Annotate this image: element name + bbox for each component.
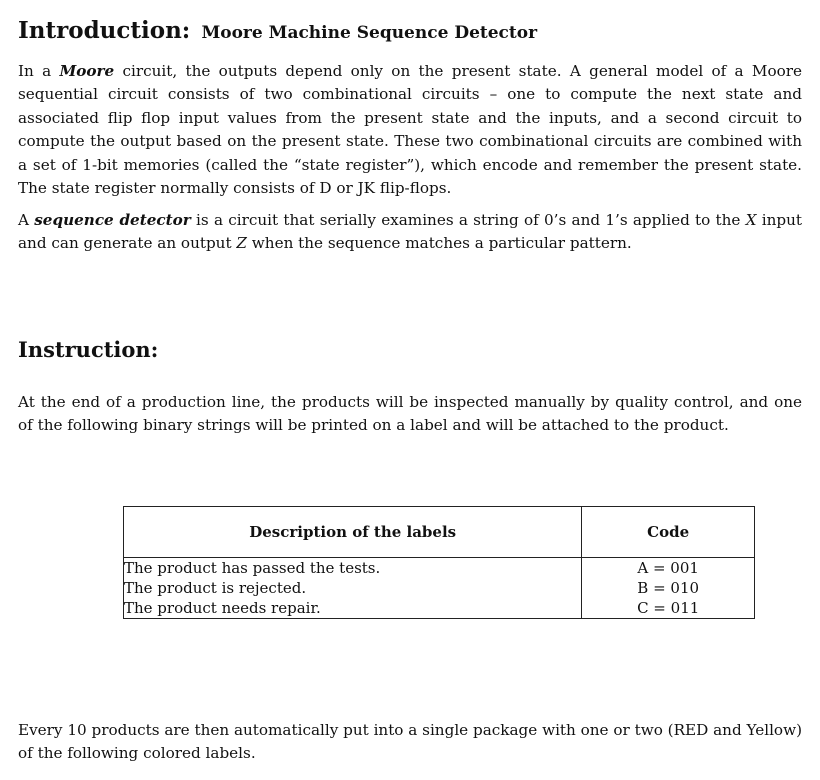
labels-table xyxy=(123,506,755,619)
intro-heading-main: Introduction: xyxy=(18,17,191,44)
intro-paragraph-moore: In a Moore circuit, the outputs depend only on the present state. A general model of a Moore sequential circuit consists of two combinational circuits – one to compute the next state and associated flip flop input values from the present state and the inputs, and a second circuit to compute the output based on the present state. These two combinational circuits are combined with a set of 1-bit memories (called the “state register”), which encode and remember the present state. The state register normally consists of D or JK flip-flops. xyxy=(18,62,802,198)
code-a: A = 001 xyxy=(637,559,699,577)
column-header-code: Code xyxy=(582,507,755,558)
description-repair: The product needs repair. xyxy=(124,599,321,617)
column-header-description: Description of the labels xyxy=(124,507,582,558)
code-c: C = 011 xyxy=(637,599,700,617)
instruction-paragraph-package: Every 10 products are then automatically put into a single package with one or two (RED and Yellow) of the following colored labels. xyxy=(18,721,802,763)
intro-heading xyxy=(18,8,537,46)
moore-term: Moore xyxy=(59,62,115,80)
table-row xyxy=(124,558,755,619)
description-rejected: The product is rejected. xyxy=(124,579,307,597)
instruction-heading: Instruction: xyxy=(18,337,159,362)
table-header-row xyxy=(124,507,755,558)
x-input-symbol: X xyxy=(745,211,757,229)
code-cell xyxy=(582,558,755,619)
intro-heading-sub: Moore Machine Sequence Detector xyxy=(201,23,538,43)
intro-paragraph-sequence-detector: A sequence detector is a circuit that serially examines a string of 0’s and 1’s applied to the X input and can generate an output Z when the sequence matches a particular pattern. xyxy=(18,211,802,253)
instruction-paragraph-labels: At the end of a production line, the products will be inspected manually by quality control, and one of the following binary strings will be printed on a label and will be attached to the product. xyxy=(18,393,802,435)
description-cell xyxy=(124,558,582,619)
z-output-symbol: Z xyxy=(236,234,247,253)
sequence-detector-term: sequence detector xyxy=(34,211,191,229)
description-passed: The product has passed the tests. xyxy=(124,559,381,577)
code-b: B = 010 xyxy=(637,579,700,597)
